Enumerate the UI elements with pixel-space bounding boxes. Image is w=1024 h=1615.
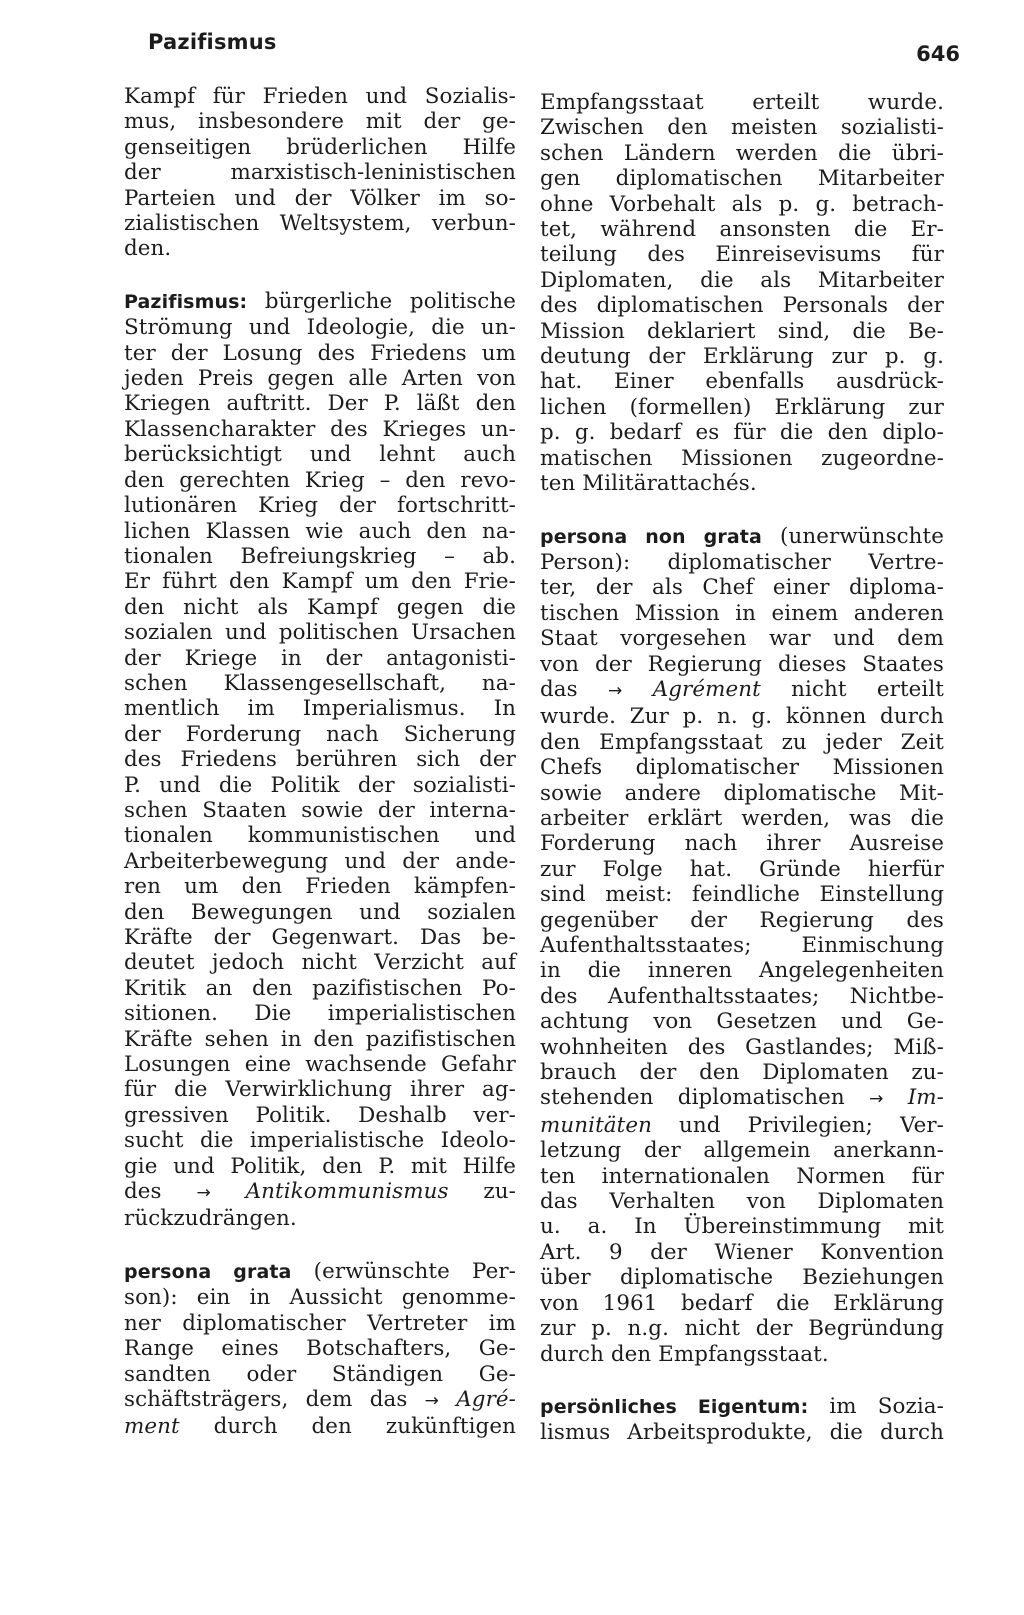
text-line: Mission deklariert sind, die Be-	[540, 318, 944, 344]
text-line: das Verhalten von Diplomaten	[540, 1189, 944, 1215]
text-line: zur p. n.g. nicht der Begründung	[540, 1316, 944, 1342]
text-line: Losungen eine wachsende Gefahr	[124, 1052, 516, 1078]
entry-persona-non-grata	[540, 524, 944, 1367]
text-line: Person): diplomatischer Vertre-	[540, 549, 944, 575]
cross-reference-link[interactable]: Agrément	[652, 676, 761, 702]
text-fragment: nicht erteilt	[760, 676, 945, 702]
entry-pazifismus	[124, 289, 516, 1232]
text-line: den nicht als Kampf gegen die	[124, 594, 516, 620]
arrow-icon: →	[608, 680, 623, 701]
cross-reference-line	[124, 1414, 516, 1439]
text-line: Forderung nach ihrer Ausreise	[540, 831, 944, 857]
text-line: schen Staaten sowie der interna-	[124, 797, 516, 823]
text-line: p. g. bedarf es für die den diplo-	[540, 420, 944, 446]
arrow-icon: →	[424, 1390, 440, 1411]
text-line: wohnheiten des Gastlandes; Miß-	[540, 1034, 944, 1060]
text-line: Chefs diplomatischer Missionen	[540, 755, 944, 781]
cross-reference-link[interactable]: Im-	[907, 1085, 945, 1111]
text-line: ter, der als Chef einer diploma-	[540, 575, 944, 601]
text-line: gen diplomatischen Mitarbeiter	[540, 166, 944, 192]
text-line: Art. 9 der Wiener Konvention	[540, 1239, 944, 1265]
text-line: arbeiter erklärt werden, was die	[540, 805, 944, 831]
text-line: brauch der den Diplomaten zu-	[540, 1060, 944, 1086]
text-line: lichen (formellen) Erklärung zur	[540, 394, 944, 420]
text-line: ten Militärattachés.	[540, 471, 757, 497]
text-line: letzung der allgemein anerkann-	[540, 1138, 944, 1164]
cross-reference-line	[540, 1113, 944, 1138]
text-line: der Forderung nach Sicherung	[124, 721, 516, 747]
text-line: Staat vorgesehen war und dem	[540, 626, 944, 652]
text-line: jeden Preis gegen alle Arten von	[124, 366, 516, 392]
text-line: Kampf für Frieden und Sozialis-	[124, 84, 516, 109]
text-line: Kräfte sehen in den pazifistischen	[124, 1026, 516, 1052]
text-fragment: (unerwünschte	[761, 523, 944, 549]
text-fragment: (erwünschte Per-	[291, 1258, 516, 1284]
entry-persoenliches-eigentum	[540, 1394, 944, 1446]
text-fragment: schäftsträgers, dem das	[124, 1386, 425, 1412]
text-fragment: und Privilegien; Ver-	[651, 1112, 944, 1138]
text-line: P. und die Politik der sozialisti-	[124, 772, 516, 798]
text-line: den Bewegungen und sozialen	[124, 899, 516, 925]
headword: persona non grata	[540, 525, 762, 548]
text-line: der marxistisch-leninistischen	[124, 160, 516, 186]
text-line: Diplomaten, die als Mitarbeiter	[540, 267, 944, 293]
entry-continuation-left	[124, 84, 516, 262]
text-line: Parteien und der Völker im so-	[124, 185, 516, 211]
text-line: achtung von Gesetzen und Ge-	[540, 1009, 944, 1035]
text-fragment: stehenden diplomatischen	[540, 1085, 870, 1111]
text-line: Arbeiterbewegung und der ande-	[124, 848, 516, 874]
cross-reference-link[interactable]: Antikommunismus	[245, 1179, 449, 1205]
text-line: Strömung und Ideologie, die un-	[124, 315, 516, 341]
headword: Pazifismus:	[124, 290, 248, 313]
text-line: zur Folge hat. Gründe hierfür	[540, 856, 944, 882]
entry-first-line	[540, 524, 944, 550]
right-column	[540, 90, 944, 1473]
text-line: Kriegen auftritt. Der P. läßt den	[124, 391, 516, 417]
cross-reference-link[interactable]: ment	[124, 1414, 180, 1440]
text-line: für die Verwirklichung ihrer ag-	[124, 1077, 516, 1103]
text-line: gie und Politik, den P. mit Hilfe	[124, 1153, 516, 1179]
text-fragment: das	[540, 676, 609, 702]
entry-first-line	[540, 1394, 944, 1420]
arrow-icon: →	[869, 1089, 884, 1110]
text-line: tionalen kommunistischen und	[124, 823, 516, 849]
running-head: Pazifismus	[148, 30, 277, 54]
text-line: der Kriege in der antagonisti-	[124, 645, 516, 671]
text-line: mus, insbesondere mit der ge-	[124, 109, 516, 135]
text-line: schen Klassengesellschaft, na-	[124, 670, 516, 696]
text-line: sitionen. Die imperialistischen	[124, 1001, 516, 1027]
text-line: Empfangsstaat erteilt wurde.	[540, 90, 944, 115]
text-line: in die inneren Angelegenheiten	[540, 958, 944, 984]
entry-first-line	[124, 289, 516, 315]
text-fragment: durch den zukünftigen	[179, 1414, 516, 1440]
text-line: Er führt den Kampf um den Frie-	[124, 569, 516, 595]
cross-reference-line	[540, 1085, 944, 1112]
text-line: von der Regierung dieses Staates	[540, 651, 944, 677]
text-fragment: zu-	[448, 1179, 516, 1205]
text-line: berücksichtigt und lehnt auch	[124, 442, 516, 468]
cross-reference-line	[540, 677, 944, 704]
entry-persona-grata	[124, 1259, 516, 1440]
text-line: Kritik an den pazifistischen Po-	[124, 975, 516, 1001]
text-line: tet, während ansonsten die Er-	[540, 217, 944, 243]
text-line: ner diplomatischer Vertreter im	[124, 1310, 516, 1336]
text-line: sowie andere diplomatische Mit-	[540, 780, 944, 806]
text-line: tischen Mission in einem anderen	[540, 600, 944, 626]
text-line: des Aufenthaltsstaates; Nichtbe-	[540, 983, 944, 1009]
entry-first-line	[124, 1259, 516, 1285]
entry-continuation-right	[540, 90, 944, 497]
text-line: Range eines Botschafters, Ge-	[124, 1336, 516, 1362]
text-line: den Empfangsstaat zu jeder Zeit	[540, 729, 944, 755]
text-line: ter der Losung des Friedens um	[124, 340, 516, 366]
text-line: durch den Empfangsstaat.	[540, 1341, 829, 1367]
text-line: son): ein in Aussicht genomme-	[124, 1285, 516, 1311]
text-line: deutet jedoch nicht Verzicht auf	[124, 950, 516, 976]
text-line: gegenüber der Regierung des	[540, 907, 944, 933]
text-fragment: bürgerliche politische	[247, 288, 516, 314]
cross-reference-link[interactable]: Agré-	[456, 1386, 516, 1412]
text-line: teilung des Einreisevisums für	[540, 242, 944, 268]
text-line: mentlich im Imperialismus. In	[124, 696, 516, 722]
text-line: sucht die imperialistische Ideolo-	[124, 1128, 516, 1154]
text-line: den.	[124, 236, 172, 262]
text-line: lismus Arbeitsprodukte, die durch	[540, 1420, 944, 1446]
headword: persönliches Eigentum:	[540, 1395, 809, 1418]
text-line: über diplomatische Beziehungen	[540, 1265, 944, 1291]
text-line: u. a. In Übereinstimmung mit	[540, 1214, 944, 1240]
text-line: hat. Einer ebenfalls ausdrück-	[540, 369, 944, 395]
text-line: deutung der Erklärung zur p. g.	[540, 344, 944, 370]
text-line: Aufenthaltsstaates; Einmischung	[540, 933, 944, 958]
text-line: zialistischen Weltsystem, verbun-	[124, 211, 516, 237]
text-line: sozialen und politischen Ursachen	[124, 620, 516, 646]
left-column	[124, 84, 516, 1467]
text-line: ohne Vorbehalt als p. g. betrach-	[540, 191, 944, 217]
text-line: tionalen Befreiungskrieg – ab.	[124, 543, 516, 569]
text-line: wurde. Zur p. n. g. können durch	[540, 704, 944, 730]
text-line: sind meist: feindliche Einstellung	[540, 882, 944, 908]
text-line: gressiven Politik. Deshalb ver-	[124, 1102, 516, 1128]
arrow-icon: →	[196, 1183, 211, 1204]
text-line: Kräfte der Gegenwart. Das be-	[124, 925, 516, 950]
text-line: sandten oder Ständigen Ge-	[124, 1361, 516, 1387]
cross-reference-line	[124, 1387, 516, 1414]
text-line: des Friedens berühren sich der	[124, 747, 516, 773]
text-line: genseitigen brüderlichen Hilfe	[124, 134, 516, 160]
text-line: Zwischen den meisten sozialisti-	[540, 115, 944, 141]
cross-reference-line	[124, 1179, 516, 1206]
text-fragment: des	[124, 1179, 197, 1205]
text-line: des diplomatischen Personals der	[540, 293, 944, 319]
text-line: Klassencharakter des Krieges un-	[124, 416, 516, 442]
text-line: von 1961 bedarf die Erklärung	[540, 1290, 944, 1316]
page-number: 646	[916, 42, 960, 66]
cross-reference-link[interactable]: munitäten	[540, 1112, 652, 1138]
text-line: lichen Klassen wie auch den na-	[124, 518, 516, 544]
text-line: ten internationalen Normen für	[540, 1163, 944, 1189]
text-line: ren um den Frieden kämpfen-	[124, 874, 516, 900]
headword: persona grata	[124, 1260, 292, 1283]
text-line: lutionären Krieg der fortschritt-	[124, 493, 516, 519]
text-line: matischen Missionen zugeordne-	[540, 445, 944, 471]
text-line: rückzudrängen.	[124, 1206, 297, 1232]
text-fragment: im Sozia-	[808, 1393, 944, 1419]
text-line: den gerechten Krieg – den revo-	[124, 467, 516, 493]
text-line: schen Ländern werden die übri-	[540, 140, 944, 166]
